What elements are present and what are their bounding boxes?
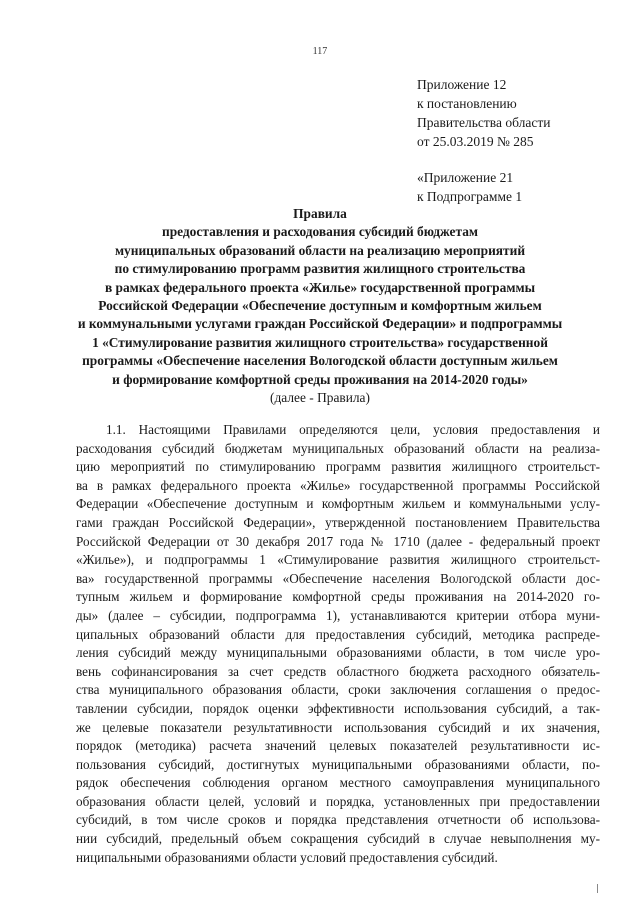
scan-mark bbox=[597, 884, 598, 893]
title-line: предоставления и расходования субсидий бюджетам bbox=[161, 224, 479, 240]
title-short-name: (далее - Правила) bbox=[270, 390, 370, 406]
appendix-line: к постановлению bbox=[417, 96, 517, 111]
document-title bbox=[40, 205, 600, 407]
body-line: ства муниципального образования области, сроки заключения соглашения о предос- bbox=[76, 682, 600, 698]
appendix-line: Правительства области bbox=[417, 115, 551, 130]
body-line: ления субсидий между муниципальными образованиями области, в том числе уро- bbox=[76, 645, 600, 661]
body-line: тавлении субсидии, порядок оценки эффективности использования субсидий, а так- bbox=[76, 700, 600, 716]
body-line: расходования субсидий бюджетам муниципальных образований области на реализа- bbox=[76, 440, 600, 456]
appendix-sub-line: «Приложение 21 bbox=[417, 170, 514, 185]
body-line: ципальных образований области для предоставления субсидий, методика распреде- bbox=[76, 626, 600, 642]
body-line: ды» (далее – субсидии, подпрограмма 1), устанавливаются критерии отбора муни- bbox=[76, 607, 600, 623]
title-line: 1 «Стимулирование развития жилищного строительства» государственной bbox=[92, 334, 548, 350]
body-line: пользования субсидий, достигнутых муниципальными образованиями области, по- bbox=[76, 756, 600, 772]
body-line: цию мероприятий по стимулированию программ развития жилищного строительст- bbox=[76, 459, 600, 475]
body-line: порядок (методика) расчета значений целевых показателей результативности ис- bbox=[76, 738, 600, 754]
body-line: же целевые показатели результативности использования субсидий и их значения, bbox=[76, 719, 600, 735]
body-line: ва в рамках федерального проекта «Жилье» государственной программы Российской bbox=[76, 477, 600, 493]
body-line: нии субсидий, предельный объем сокращения субсидий в случае невыполнения му- bbox=[76, 831, 600, 847]
body-paragraph bbox=[76, 421, 600, 867]
title-line: в рамках федерального проекта «Жилье» государственной программы bbox=[104, 279, 536, 295]
title-line: и формирование комфортной среды проживания на 2014-2020 годы» bbox=[112, 371, 528, 387]
title-line: и коммунальными услугами граждан Российской Федерации» и подпрограммы bbox=[77, 316, 563, 332]
appendix-line: от 25.03.2019 № 285 bbox=[417, 134, 534, 149]
body-line: тупным жильем и формирование комфортной среды проживания на 2014-2020 го- bbox=[76, 589, 600, 605]
title-heading: Правила bbox=[293, 206, 347, 221]
page-number: 117 bbox=[312, 46, 328, 57]
body-line: рядок обеспечения соблюдения органом местного самоуправления муниципального bbox=[76, 775, 600, 791]
body-line: Федерации «Обеспечение доступным и комфортным жильем и коммунальными услу- bbox=[76, 496, 600, 512]
body-line: ниципальными образованиями области условий предоставления субсидий. bbox=[76, 849, 498, 865]
body-line: 1.1. Настоящими Правилами определяются цели, условия предоставления и bbox=[106, 422, 600, 437]
appendix-header bbox=[417, 75, 550, 206]
body-line: субсидий, в том числе сроков и порядка представления отчетности об использова- bbox=[76, 812, 600, 828]
title-line: программы «Обеспечение населения Вологодской области доступным жильем bbox=[82, 353, 558, 369]
title-line: Российской Федерации «Обеспечение доступным и комфортным жильем bbox=[98, 298, 542, 314]
appendix-sub-line: к Подпрограмме 1 bbox=[417, 189, 523, 204]
title-line: муниципальных образований области на реализацию мероприятий bbox=[114, 242, 526, 258]
body-line: гами граждан Российской Федерации», утвержденной постановлением Правительства bbox=[76, 514, 600, 530]
appendix-line: Приложение 12 bbox=[417, 77, 507, 92]
body-line: «Жилье»), и подпрограммы 1 «Стимулирование развития жилищного строительст- bbox=[76, 552, 600, 568]
title-line: по стимулированию программ развития жилищного строительства bbox=[114, 261, 526, 277]
body-line: вень софинансирования за счет средств областного бюджета расходного обязатель- bbox=[76, 663, 600, 679]
body-line: ва» государственной программы «Обеспечение населения Вологодской области дос- bbox=[76, 570, 600, 586]
body-line: Российской Федерации от 30 декабря 2017 года № 1710 (далее - федеральный проект bbox=[76, 533, 600, 549]
body-line: образования области целей, условий и порядка, установленных при предоставлении bbox=[76, 793, 600, 809]
